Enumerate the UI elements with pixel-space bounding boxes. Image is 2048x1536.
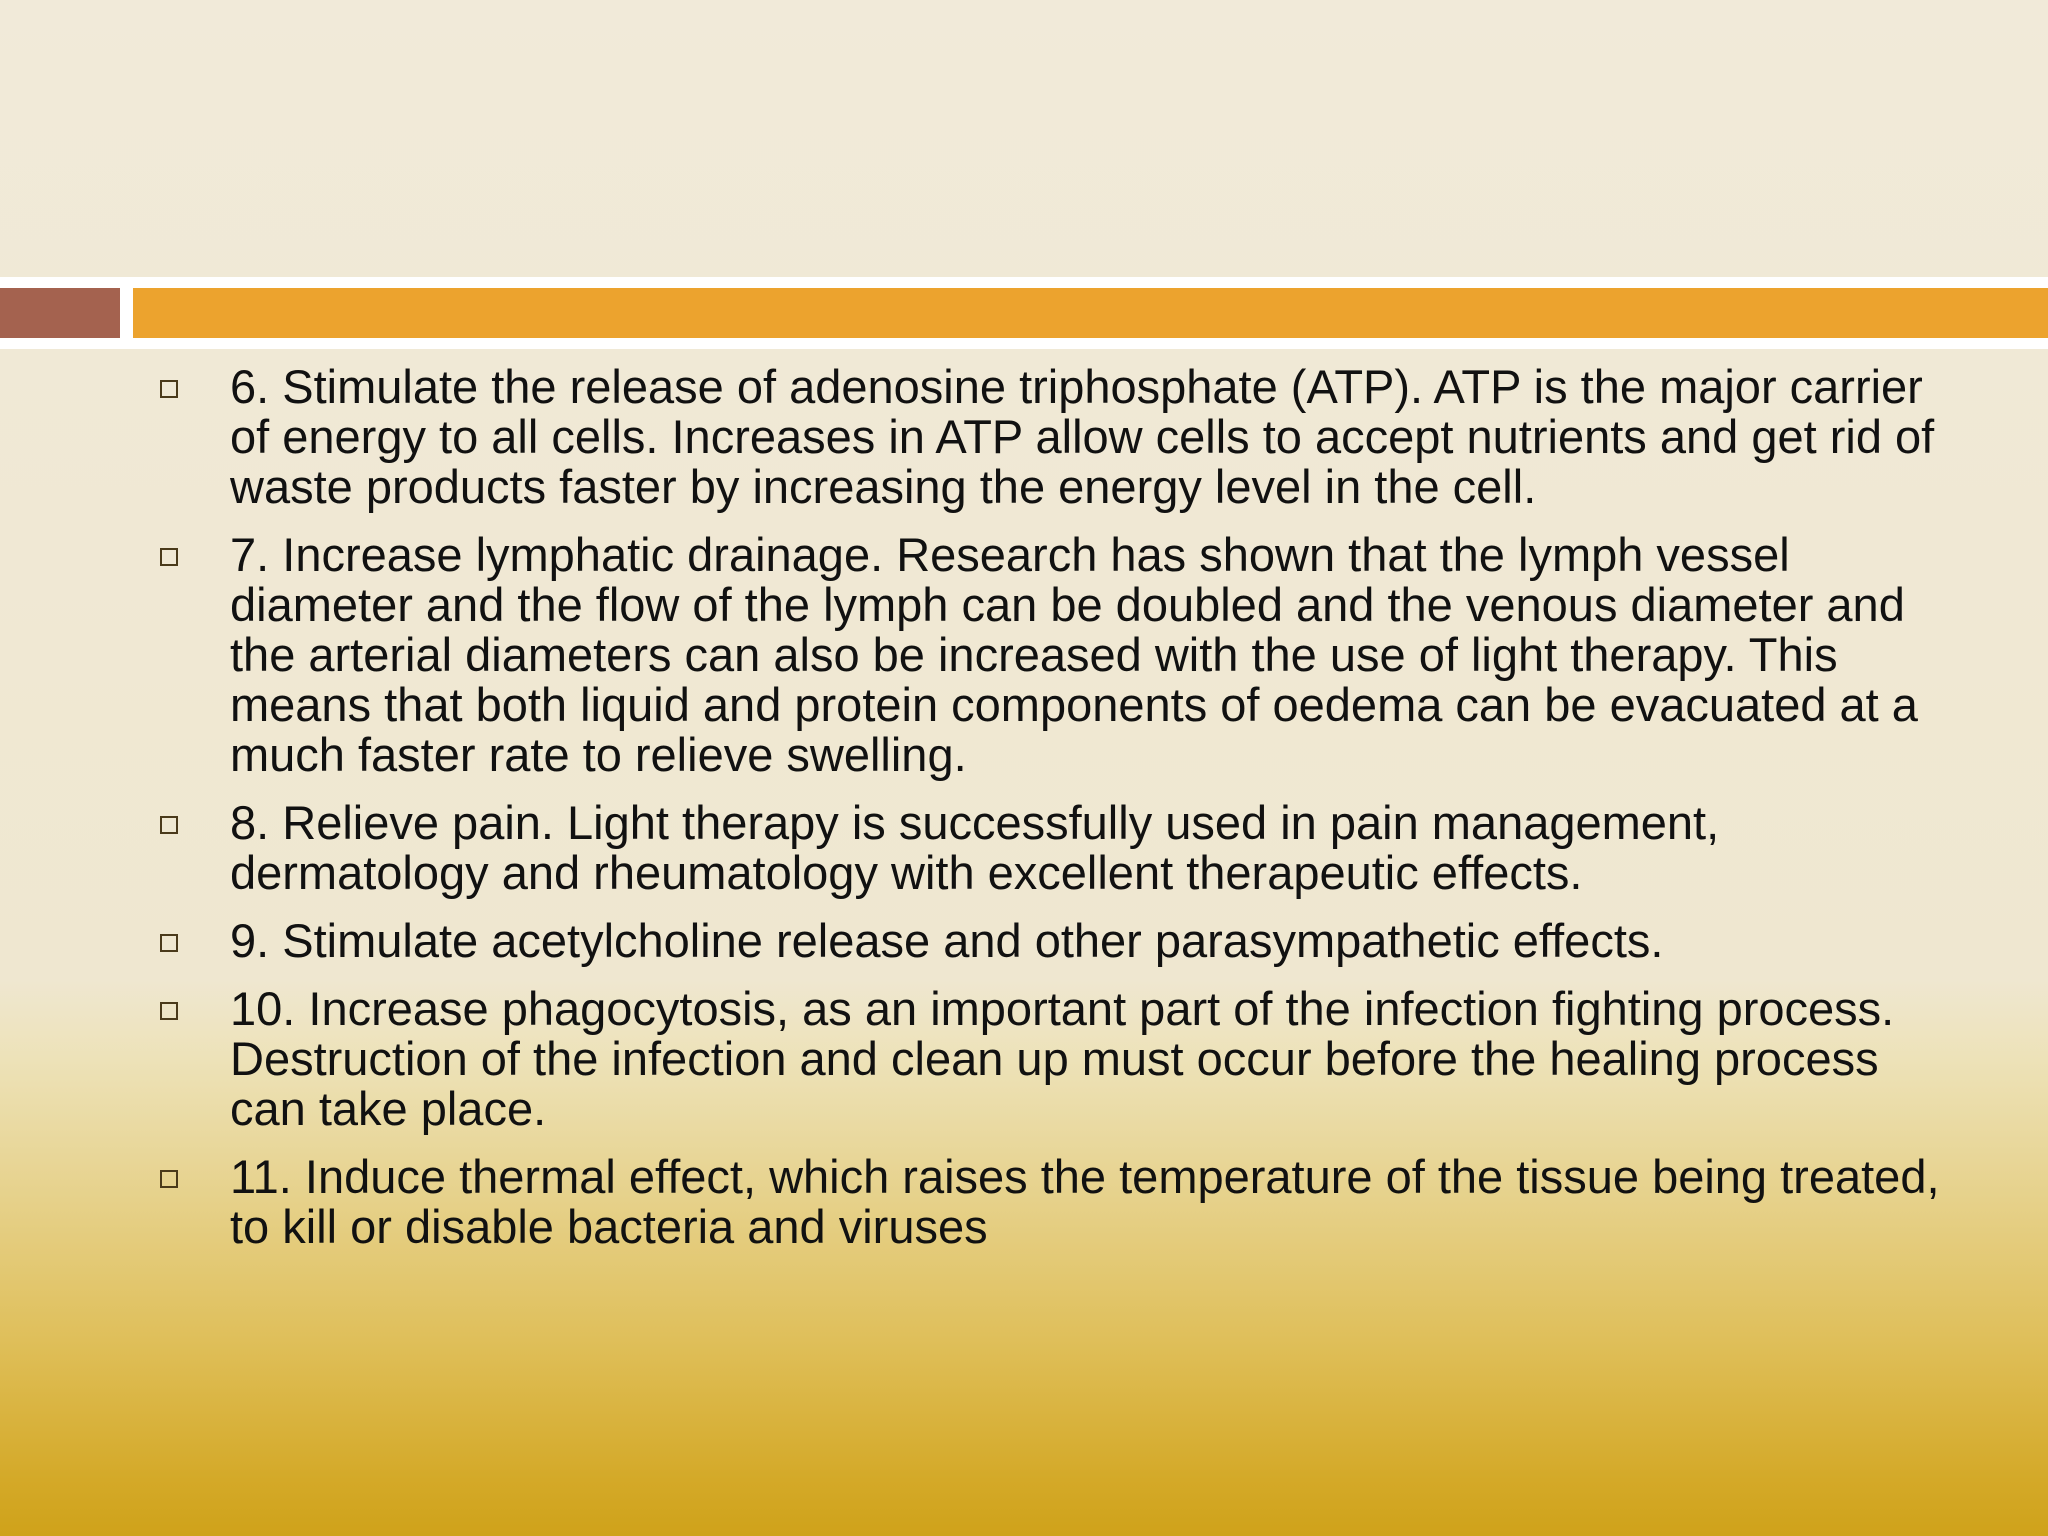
square-outline-icon xyxy=(160,1002,178,1020)
list-item-text: 8. Relieve pain. Light therapy is successfully used in pain management, dermatology and rheumatology with excellent therapeutic effects. xyxy=(230,796,1720,899)
header-band-left-accent xyxy=(0,288,120,338)
bullet-list xyxy=(160,362,1960,1270)
square-outline-icon xyxy=(160,548,178,566)
list-item xyxy=(160,984,1960,1134)
list-item-text: 7. Increase lymphatic drainage. Research has shown that the lymph vessel diameter and the flow of the lymph can be doubled and the venous diameter and the arterial diameters can also be increased with the use of light therapy. This means that both liquid and protein components of oedema can be evacuated at a much faster rate to relieve swelling. xyxy=(230,528,1918,781)
list-item xyxy=(160,362,1960,512)
square-outline-icon xyxy=(160,1170,178,1188)
header-band-right-accent xyxy=(133,288,2048,338)
list-item-text: 6. Stimulate the release of adenosine triphosphate (ATP). ATP is the major carrier of energy to all cells. Increases in ATP allow cells to accept nutrients and get rid of waste products faster by increasing the energy level in the cell. xyxy=(230,360,1935,513)
list-item xyxy=(160,916,1960,966)
list-item-text: 10. Increase phagocytosis, as an important part of the infection fighting process. Destruction of the infection and clean up must occur before the healing process can take place. xyxy=(230,982,1895,1135)
list-item xyxy=(160,1152,1960,1252)
list-item xyxy=(160,798,1960,898)
square-outline-icon xyxy=(160,934,178,952)
list-item xyxy=(160,530,1960,780)
list-item-text: 9. Stimulate acetylcholine release and other parasympathetic effects. xyxy=(230,914,1664,967)
square-outline-icon xyxy=(160,380,178,398)
square-outline-icon xyxy=(160,816,178,834)
list-item-text: 11. Induce thermal effect, which raises the temperature of the tissue being treated, to kill or disable bacteria and viruses xyxy=(230,1150,1940,1253)
